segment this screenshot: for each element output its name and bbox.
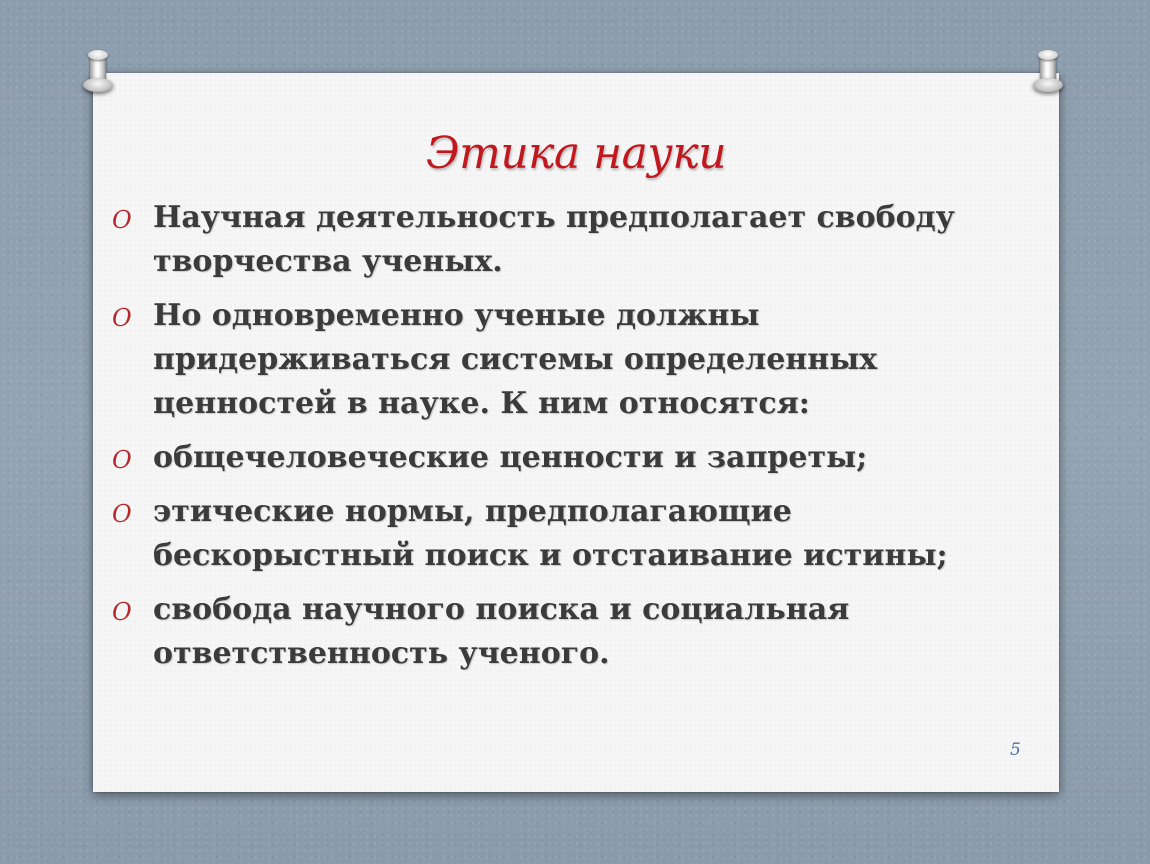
slide-number: 5 bbox=[1010, 740, 1021, 760]
bullet-item bbox=[112, 436, 1042, 480]
bullet-text: Научная деятельность предполагает свободу творчества ученых. bbox=[153, 200, 955, 279]
bullet-text: свобода научного поиска и социальная ответственность ученого. bbox=[153, 592, 850, 671]
slide-title: Этика науки bbox=[425, 128, 727, 179]
bullet-text: Но одновременно ученые должны придерживаться системы определенных ценностей в науке. К ним относятся: bbox=[153, 298, 878, 421]
bullet-list bbox=[112, 196, 1042, 686]
bullet-item bbox=[112, 588, 1042, 676]
pushpin-icon bbox=[80, 50, 116, 96]
bullet-marker-icon: O bbox=[112, 304, 132, 332]
bullet-marker-icon: O bbox=[112, 206, 132, 234]
bullet-item bbox=[112, 294, 1042, 426]
bullet-item bbox=[112, 196, 1042, 284]
pushpin-icon bbox=[1030, 50, 1066, 96]
bullet-item bbox=[112, 490, 1042, 578]
bullet-text: общечеловеческие ценности и запреты; bbox=[153, 440, 868, 475]
bullet-text: этические нормы, предполагающие бескорыстный поиск и отстаивание истины; bbox=[153, 494, 948, 573]
bullet-marker-icon: O bbox=[112, 500, 132, 528]
bullet-marker-icon: O bbox=[112, 446, 132, 474]
bullet-marker-icon: O bbox=[112, 598, 132, 626]
